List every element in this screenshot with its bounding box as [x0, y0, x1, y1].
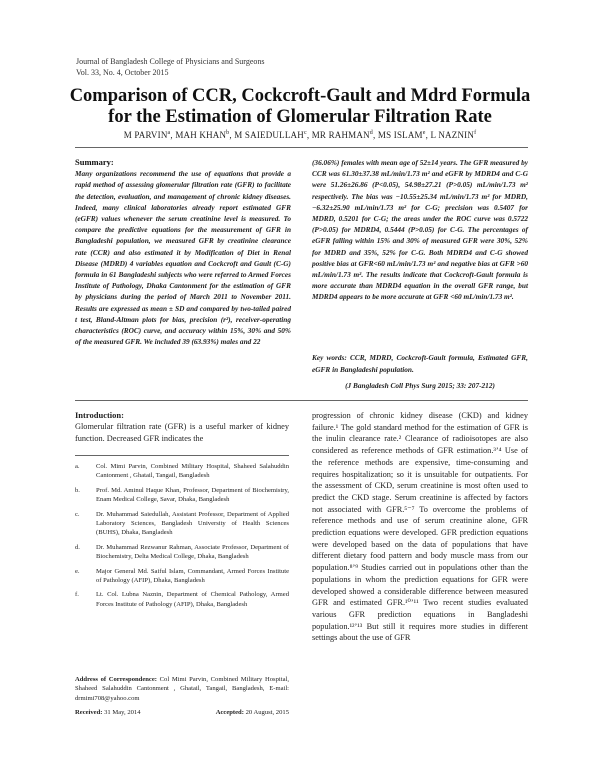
author: MS ISLAM$^e$: [377, 130, 426, 140]
journal-volume: Vol. 33, No. 4, October 2015: [76, 68, 169, 77]
abstract-top-rule: [75, 147, 528, 148]
footnote-rule: [75, 455, 289, 456]
author: MAH KHAN$^b$: [175, 130, 230, 140]
accepted-date: Accepted: 20 August, 2015: [215, 709, 289, 716]
footnote-item: d. Dr. Muhammad Rezwanur Rahman, Associate Professor, Department of Biochemistry, Delta Medical College, Dhaka, Bangladesh: [75, 543, 289, 561]
citation: (J Bangladesh Coll Phys Surg 2015; 33: 207-212): [345, 381, 495, 390]
author: M PARVIN$^a$: [123, 130, 171, 140]
abstract-left-column: [75, 157, 291, 347]
abstract-right-column: [312, 157, 528, 303]
correspondence-text: Col Mimi Parvin, Combined Military Hospital, Shaheed Salahuddin Cantonment , Ghatail, Tangail, Bangladesh, E-mail: drmimi708@yahoo.com: [75, 676, 289, 702]
title-line-2: for the Estimation of Glomerular Filtration Rate: [108, 107, 492, 127]
intro-heading: Introduction:: [75, 410, 124, 420]
keywords: Key words: CCR, MDRD, Cockcroft-Gault formula, Estimated GFR, eGFR in Bangladeshi population.: [312, 353, 528, 374]
correspondence: [75, 675, 289, 703]
title-line-1: Comparison of CCR, Cockcroft-Gault and Mdrd Formula: [69, 86, 531, 106]
footnote-item: f. Lt. Col. Lubna Naznin, Department of Chemical Pathology, Armed Forces Institute of Pathology (AFIP), Dhaka, Bangladesh: [75, 591, 289, 608]
abstract-heading: Summary:: [75, 157, 114, 167]
abstract-text-right: (36.06%) females with mean age of 52±14 years. The GFR measured by CCR was 61.30±37.38 mL/min/1.73 m² and eGFR by MDRD4 and C-G were 51.26±26.86 (P<0.05), 54.98±27.21 (P>0.05) mL/min/1.73 m² respectively. The bias was −10.55±25.34 mL/min/1.73 m² for MDRD, −6.32±25.90 mL/min/1.73 m² for C-G; precision was 0.5407 for MDRD, 0.5201 for C-G; the areas under the ROC curve was 0.5722 (P>0.05) for MDRD4, 0.5444 (P>0.05) for C-G. The percentages of eGFR falling within 15% and 30% of measured GFR were 30%, 52% for MDRD and 35%, 52% for C-G. Both MDRD4 and C-G showed positive bias at GFR<60 mL/min/1.73 m² and negative bias at GFR >60 mL/min/1.73 m². The results indicate that Cockcroft-Gault formula is more accurate than MDRD4 equation in the overall GFR range, but MDRD4 appears to be more accurate at GFR <60 mL/min/1.73 m².: [312, 158, 528, 302]
correspondence-label: Address of Correspondence:: [75, 676, 157, 683]
footnote-item: c. Dr. Muhammad Saiedullah, Assistant Professor, Department of Applied Laboratory Sciences, Bangladesh University of Health Sciences (BUHS), Dhaka, Bangladesh: [75, 510, 289, 537]
author: L NAZNIN$^f$: [430, 130, 477, 140]
received-date: Received: 31 May, 2014: [75, 709, 141, 716]
footnote-item: b. Prof. Md. Aminul Haque Khan, Professor, Department of Biochemistry, Enam Medical College, Savar, Dhaka, Bangladesh: [75, 486, 289, 504]
author: MR RAHMAN$^d$: [311, 130, 373, 140]
intro-text-right: progression of chronic kidney disease (CKD) and kidney failure.¹ The gold standard method for the estimation of GFR is the inulin clearance rate.² Clearance of radioisotopes are also considered as reference methods of GFR estimation.³ʼ⁴ Use of the reference methods are expensive, time-consuming and requires hospitalization; so it is unsuitable for outpatients. For the assessment of CKD, serum creatinine is most often used to predict the CKD stage. Serum creatinine is affected by factors not associated with GFR.⁵⁻⁷ To overcome the problems of reference methods and use of serum creatinine alone, GFR prediction equations were developed. GFR prediction equations were developed based on the data of populations that have different dietary food pattern and body muscle mass from our population.⁸ʼ⁹ Studies carried out in populations other than the populations in whom the prediction equations for GFR were developed showed a considerable difference between measured GFR and estimated GFR.¹⁰ʼ¹¹ Two recent studies evaluated various GFR prediction equations in Bangladeshi population.¹²ʼ¹³ But still it requires more studies in different settings about the use of GFR: [312, 411, 528, 643]
submission-dates: [75, 709, 289, 716]
journal-header: [76, 56, 265, 78]
paper-title: [60, 86, 540, 128]
abstract-bottom-rule: [75, 400, 528, 401]
author: M SAIEDULLAH$^c$: [234, 130, 307, 140]
intro-text-left: Glomerular filtration rate (GFR) is a useful marker of kidney function. Decreased GFR indicates the: [75, 422, 289, 443]
footnote-item: a. Col. Mimi Parvin, Combined Military Hospital, Shaheed Salahuddin Cantonment , Ghatail, Tangail, Bangladesh: [75, 463, 289, 480]
footnote-item: e. Major General Md. Saiful Islam, Commandant, Armed Forces Institute of Pathology (AFIP), Dhaka, Bangladesh: [75, 567, 289, 585]
journal-name: Journal of Bangladesh College of Physicians and Surgeons: [76, 57, 265, 66]
abstract-text-left: Many organizations recommend the use of equations that provide a rapid method of assessing glomerular filtration rate (GFR) to facilitate the detection, evaluation, and management of chronic kidney diseases. Indeed, many clinical laboratories already report estimated GFR (eGFR) values whenever the serum creatinine level is measured. To compare the predictive equations for the measurement of GFR in Bangladeshi population, we measured GFR by creatinine clearance rate (CCR) and also estimated it by Modification of Diet in Renal Disease (MDRD) 4 variables equation and Cockcroft and Gault (C-G) formula in 61 Bangladeshi subjects who were referred to Armed Forces Institute of Pathology, Dhaka Cantonment for the estimation of GFR by physicians during the period of March 2011 to November 2011. Results are expressed as mean ± SD and compared by two-tailed paired t test, Bland-Altman plots for bias, precision (r²), receiver-operating characteristics (ROC) curve, and accuracy within 15%, 30% and 50% of the measured GFR. We included 39 (63.93%) males and 22: [75, 169, 291, 347]
affiliation-footnotes: [75, 462, 289, 614]
author-list: M PARVIN$^a$, MAH KHAN$^b$, M SAIEDULLAH$^c$, MR RAHMAN$^d$, MS ISLAM$^e$, L NAZNIN$^f$: [123, 130, 477, 140]
